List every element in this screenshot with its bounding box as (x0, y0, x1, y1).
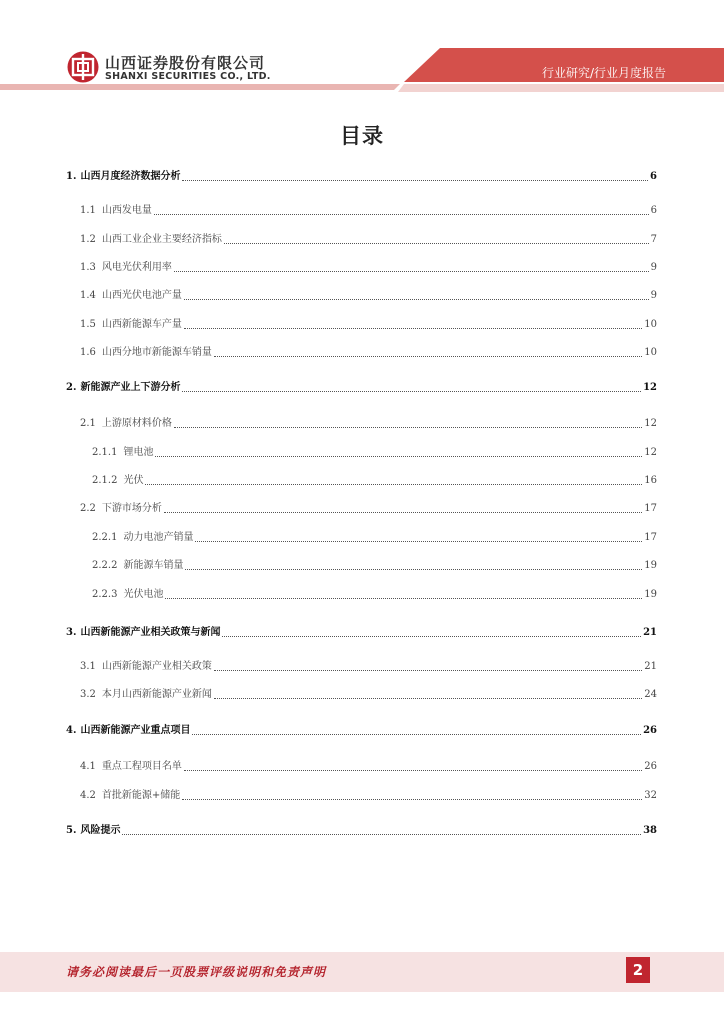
toc-entry-page: 24 (644, 689, 657, 700)
toc-leader-dots (214, 670, 642, 671)
toc-entry[interactable] (80, 204, 657, 218)
toc-entry-label: 山西新能源产业相关政策与新闻 (80, 627, 221, 638)
toc-entry-number: 1.2 (80, 234, 96, 245)
toc-entry-page: 9 (650, 262, 657, 273)
toc-entry-label: 山西月度经济数据分析 (80, 171, 181, 182)
toc-entry-label: 风电光伏利用率 (101, 262, 172, 273)
toc-leader-dots (154, 214, 649, 215)
toc-entry[interactable] (80, 789, 657, 803)
toc-entry-label: 光伏电池 (123, 589, 164, 600)
toc-entry-page: 12 (643, 382, 657, 393)
toc-leader-dots (185, 569, 642, 570)
toc-entry[interactable] (92, 446, 657, 460)
toc-entry[interactable] (80, 760, 657, 774)
toc-leader-dots (184, 299, 649, 300)
toc-leader-dots (182, 799, 642, 800)
toc-leader-dots (164, 512, 642, 513)
toc-entry-label: 下游市场分析 (101, 503, 162, 514)
toc-leader-dots (174, 427, 642, 428)
toc-entry-label: 风险提示 (80, 825, 121, 836)
toc-entry[interactable] (66, 626, 657, 640)
toc-entry-label: 新能源车销量 (123, 560, 184, 571)
toc-entry-number: 2.2.3 (92, 589, 118, 600)
toc-entry[interactable] (80, 660, 657, 674)
toc-entry-number: 2.2.1 (92, 532, 118, 543)
toc-entry-label: 锂电池 (123, 447, 154, 458)
toc-entry[interactable] (80, 318, 657, 332)
report-type-label: 行业研究/行业月度报告 (541, 66, 666, 80)
toc-leader-dots (222, 636, 641, 637)
shanxi-securities-logo-icon (66, 50, 100, 84)
toc-entry[interactable] (80, 261, 657, 275)
toc-entry-page: 12 (644, 447, 657, 458)
toc-entry-page: 10 (644, 319, 657, 330)
toc-entry[interactable] (66, 170, 657, 184)
toc-entry-label: 新能源产业上下游分析 (80, 382, 181, 393)
toc-leader-dots (122, 834, 641, 835)
toc-leader-dots (214, 698, 642, 699)
toc-entry[interactable] (66, 724, 657, 738)
toc-entry-page: 17 (644, 503, 657, 514)
toc-entry[interactable] (80, 688, 657, 702)
toc-entry-label: 本月山西新能源产业新闻 (101, 689, 212, 700)
toc-leader-dots (224, 243, 649, 244)
toc-entry-label: 重点工程项目名单 (101, 761, 182, 772)
toc-entry-number: 1.1 (80, 205, 96, 216)
toc-entry[interactable] (80, 417, 657, 431)
toc-entry-page: 16 (644, 475, 657, 486)
toc-leader-dots (192, 734, 641, 735)
toc-leader-dots (214, 356, 642, 357)
toc-leader-dots (165, 598, 642, 599)
toc-entry-number: 2.1.1 (92, 447, 118, 458)
toc-entry[interactable] (80, 233, 657, 247)
toc-entry-page: 38 (643, 825, 657, 836)
toc-entry-label: 动力电池产销量 (123, 532, 194, 543)
toc-entry[interactable] (92, 474, 657, 488)
toc-entry[interactable] (92, 531, 657, 545)
toc-entry-page: 10 (644, 347, 657, 358)
toc-leader-dots (195, 541, 642, 542)
toc-entry-number: 3.1 (80, 661, 96, 672)
toc-entry[interactable] (92, 588, 657, 602)
toc-entry-number: 4. (66, 725, 77, 736)
toc-entry[interactable] (66, 824, 657, 838)
toc-entry-label: 光伏 (123, 475, 144, 486)
toc-entry-number: 4.1 (80, 761, 96, 772)
toc-entry-number: 1.6 (80, 347, 96, 358)
toc-entry-number: 1.5 (80, 319, 96, 330)
toc-entry-label: 山西发电量 (101, 205, 152, 216)
toc-entry-label: 上游原材料价格 (101, 418, 172, 429)
toc-entry-number: 3. (66, 627, 77, 638)
toc-leader-dots (184, 328, 642, 329)
toc-entry-number: 2. (66, 382, 77, 393)
toc-leader-dots (182, 391, 641, 392)
toc-entry-page: 7 (650, 234, 657, 245)
toc-entry-label: 首批新能源+储能 (101, 790, 181, 801)
toc-entry-number: 1. (66, 171, 77, 182)
toc-leader-dots (155, 456, 642, 457)
toc-leader-dots (184, 770, 642, 771)
toc-entry-page: 6 (650, 205, 657, 216)
toc-leader-dots (174, 271, 649, 272)
toc-entry[interactable] (66, 381, 657, 395)
toc-entry-page: 26 (644, 761, 657, 772)
toc-entry-page: 21 (644, 661, 657, 672)
toc-entry-label: 山西分地市新能源车销量 (101, 347, 212, 358)
toc-entry-number: 5. (66, 825, 77, 836)
company-name-cn: 山西证券股份有限公司 (105, 54, 266, 72)
toc-entry-label: 山西新能源产业相关政策 (101, 661, 212, 672)
page-header (0, 0, 724, 96)
toc-entry-number: 2.1.2 (92, 475, 118, 486)
toc-entry[interactable] (80, 502, 657, 516)
toc-entry-page: 12 (644, 418, 657, 429)
toc-entry-number: 2.2.2 (92, 560, 118, 571)
toc-entry-page: 19 (644, 560, 657, 571)
toc-entry-label: 山西光伏电池产量 (101, 290, 182, 301)
toc-leader-dots (145, 484, 642, 485)
toc-entry-number: 3.2 (80, 689, 96, 700)
toc-leader-dots (182, 180, 648, 181)
toc-entry-page: 32 (644, 790, 657, 801)
toc-title: 目录 (340, 124, 384, 148)
toc-entry-page: 17 (644, 532, 657, 543)
toc-entry-number: 4.2 (80, 790, 96, 801)
toc-entry-page: 6 (650, 171, 657, 182)
toc-entry[interactable] (80, 346, 657, 360)
page-number: 2 (626, 957, 650, 983)
toc-entry-page: 19 (644, 589, 657, 600)
toc-entry-page: 26 (643, 725, 657, 736)
toc-entry[interactable] (80, 289, 657, 303)
company-name-en: SHANXI SECURITIES CO., LTD. (105, 71, 271, 82)
toc-entry-number: 2.2 (80, 503, 96, 514)
toc-entry-number: 2.1 (80, 418, 96, 429)
toc-entry[interactable] (92, 559, 657, 573)
toc-entry-page: 9 (650, 290, 657, 301)
toc-entry-label: 山西新能源产业重点项目 (80, 725, 191, 736)
toc-entry-page: 21 (643, 627, 657, 638)
toc-entry-label: 山西工业企业主要经济指标 (101, 234, 222, 245)
toc-entry-number: 1.3 (80, 262, 96, 273)
footer-disclaimer: 请务必阅读最后一页股票评级说明和免责声明 (66, 965, 327, 979)
toc-entry-label: 山西新能源车产量 (101, 319, 182, 330)
toc-entry-number: 1.4 (80, 290, 96, 301)
